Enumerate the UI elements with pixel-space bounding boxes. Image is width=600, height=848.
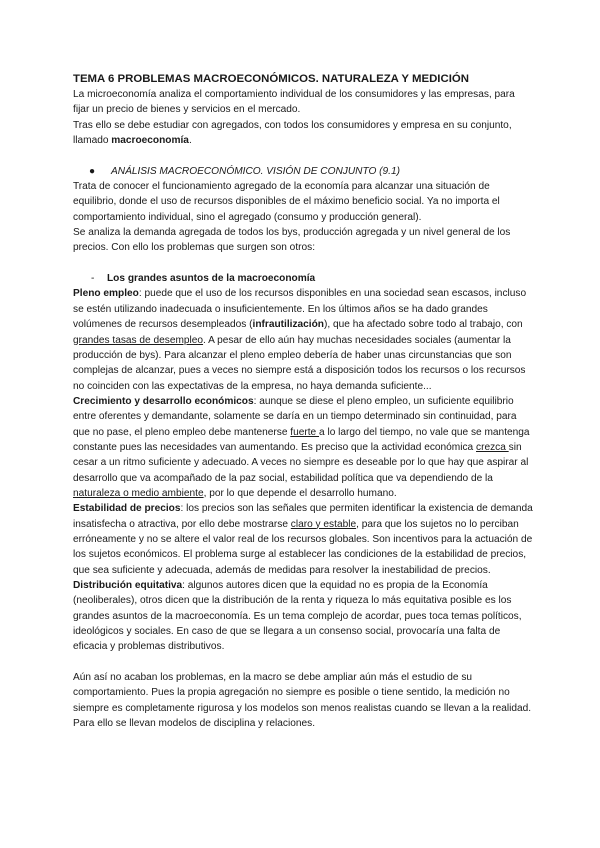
analisis-paragraph-2: Se analiza la demanda agregada de todos los bys, producción agregada y un nivel general de los precios. Con ello los problemas que surgen son otros: xyxy=(73,227,511,254)
text-segment: ), que ha afectado sobre todo al trabajo, con xyxy=(323,319,523,331)
underlined-tasas-desempleo: grandes tasas de desempleo xyxy=(73,334,204,346)
closing-paragraph: Aún así no acaban los problemas, en la macro se debe ampliar aún más el estudio de su comportamiento. Pues la propia agregación no siempre es posible o tiene sentido, la medición no siempre es completamente rigurosa y los modelos son menos realistas cuando se llevan a la realidad. Para ello se llevan modelos de disciplina y relaciones. xyxy=(73,672,532,730)
term-distribucion: Distribución equitativa xyxy=(73,580,183,591)
term-infrautilizacion: infrautilización xyxy=(252,319,324,331)
term-crecimiento: Crecimiento y desarrollo económicos xyxy=(73,395,254,407)
section-heading-analisis xyxy=(73,164,533,179)
text-segment: : algunos autores dicen que la equidad no es propia de la Economía (neoliberales), otros dicen que la distribución de la renta y riqueza lo más equitativa posible es los grandes asuntos de la macroeconomía. Es un tema complejo de acordar, pues toca temas políticos, ideológicos y sociales. En caso de que se llegara a un consenso social, provocaría una falta de eficacia y problemas distributivos. xyxy=(73,580,522,653)
paragraph-estabilidad xyxy=(73,501,533,578)
bullet-icon: ● xyxy=(89,165,96,177)
macroeconomia-term: macroeconomía xyxy=(111,135,189,147)
analisis-paragraph-1: Trata de conocer el funcionamiento agregado de la economía para alcanzar una situación de equilibrio, donde el uso de recursos disponibles de el máximo beneficio social. Ya no importa el comportamiento individual, sino el agregado (consumo y producción general). xyxy=(73,181,500,223)
intro-paragraph-macro xyxy=(73,118,533,149)
section-heading-grandes-asuntos xyxy=(73,271,533,286)
document-page xyxy=(73,72,533,731)
text-segment: , por lo que depende el desarrollo humano. xyxy=(203,487,397,499)
term-estabilidad: Estabilidad de precios xyxy=(73,503,181,515)
underlined-claro-estable: claro y estable xyxy=(290,518,357,530)
text-segment: : puede que el uso de los recursos disponibles en una sociedad sean escasos, incluso se estén utilizando inadecuada o insuficientemente. En los últimos años se ha dado grandes volúmenes de recursos desempleados ( xyxy=(73,288,527,331)
underlined-fuerte: fuerte xyxy=(290,426,320,438)
text-segment: sin cesar a un ritmo suficiente y adecuado. A veces no siempre es deseable por lo que hay que aspirar al desarrollo que va acompañado de la paz social, estabilidad política que va dependiendo de la xyxy=(73,441,529,484)
text-segment: : los precios son las señales que permiten identificar la existencia de demanda insatisfecha o atractiva, por ello debe mostrarse xyxy=(73,503,533,530)
section-heading-text: ANÁLISIS MACROECONÓMICO. VISIÓN DE CONJUNTO (9.1) xyxy=(111,165,400,177)
paragraph-pleno-empleo xyxy=(73,286,533,393)
intro-text: Tras ello se debe estudiar con agregados, con todos los consumidores y empresa en su conjunto, llamado xyxy=(73,119,512,147)
intro-paragraph-micro: La microeconomía analiza el comportamiento individual de los consumidores y las empresas, para fijar un precio de bienes y servicios en el mercado. xyxy=(73,89,515,116)
text-segment: a lo largo del tiempo, no vale que se mantenga constante pues las necesidades van aumentando. Es preciso que la actividad económica xyxy=(73,426,530,453)
dash-icon: - xyxy=(91,273,95,285)
underlined-naturaleza: naturaleza o medio ambiente xyxy=(73,487,204,499)
section-heading-text: Los grandes asuntos de la macroeconomía xyxy=(107,273,316,285)
paragraph-distribucion xyxy=(73,578,533,655)
text-segment: : aunque se diese el pleno empleo, un suficiente equilibrio entre oferentes y demandante, solamente se daría en un tiempo determinado sin continuidad, para que no pase, el pleno empleo debe mantenerse xyxy=(73,395,517,438)
intro-period: . xyxy=(188,135,192,147)
underlined-crezca: crezca xyxy=(476,441,509,453)
paragraph-crecimiento xyxy=(73,394,533,501)
text-segment: , para que los sujetos no lo perciban erróneamente y no se altere el valor real de los recursos globales. Son incentivos para la actuación de los sujetos económicos. El problema surge al establecer las condiciones de la estabilidad de precios, que sea suficiente y adecuada, además de medidas para resolver la inestabilidad de precios. xyxy=(73,518,533,576)
term-pleno-empleo: Pleno empleo xyxy=(73,288,139,300)
text-segment: . A pesar de ello aún hay muchas necesidades sociales (aumentar la producción de bys). Para alcanzar el pleno empleo debería de haber unas circunstancias que son complejas de alcanzar, pues a veces no siempre está a disposición todos los recursos o los recursos no coinciden con las expectativas de la empresa, no haya demanda suficiente... xyxy=(73,334,526,392)
document-title: TEMA 6 PROBLEMAS MACROECONÓMICOS. NATURALEZA Y MEDICIÓN xyxy=(73,73,469,85)
